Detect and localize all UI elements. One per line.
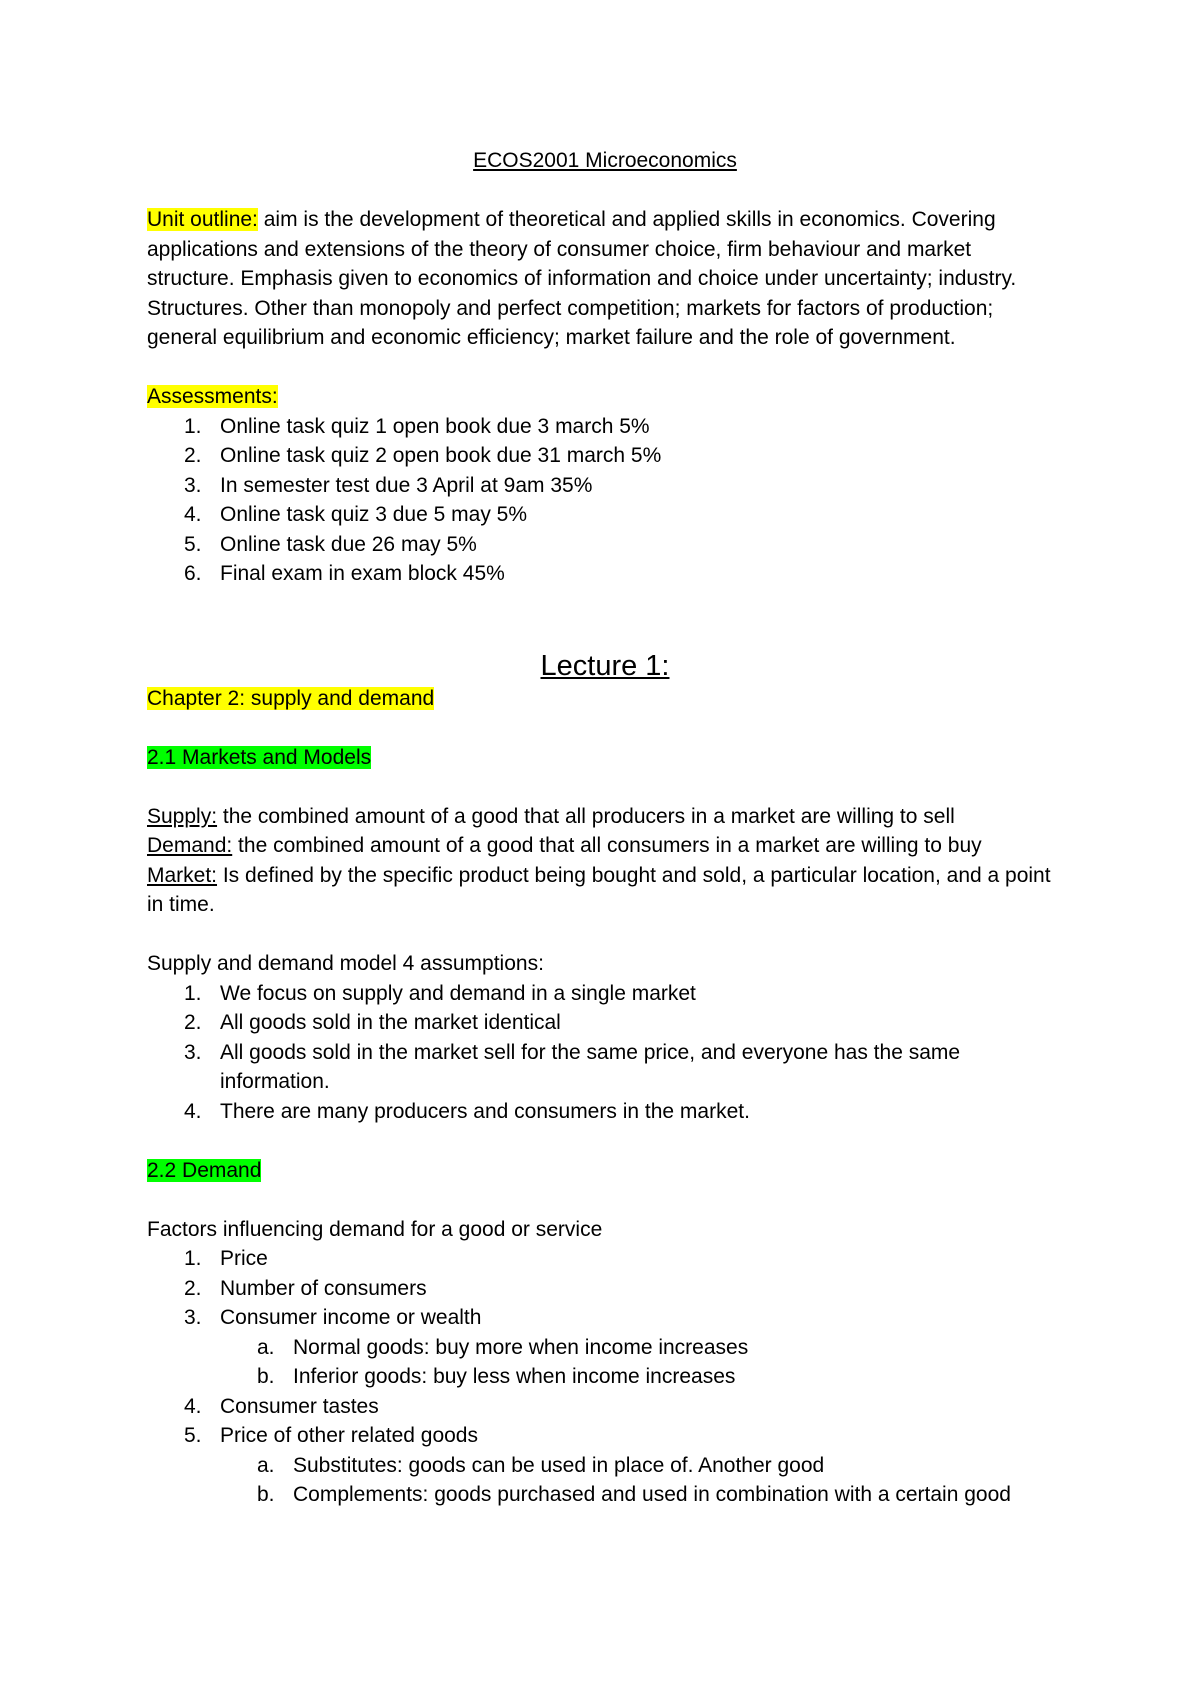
list-marker: 2. (184, 1276, 202, 1300)
definition-term: Market: (147, 863, 218, 887)
unit-outline-paragraph (147, 205, 1063, 353)
definition-text: the combined amount of a good that all consumers in a market are willing to buy (232, 834, 982, 857)
section-2-1-line (147, 743, 1063, 773)
assessments-label-line (147, 382, 1063, 412)
list-item (147, 1303, 1063, 1333)
list-item (147, 1008, 1063, 1038)
list-marker: 1. (184, 1247, 202, 1270)
list-item-text: Consumer income or wealth (220, 1306, 482, 1329)
list-marker: 4. (184, 1394, 202, 1418)
list-marker: 3. (184, 473, 202, 497)
section-2-1-heading: 2.1 Markets and Models (147, 745, 372, 769)
list-item (147, 1421, 1063, 1451)
definition-supply (147, 802, 1063, 832)
list-marker: 2. (184, 444, 202, 467)
list-item (147, 1097, 1063, 1127)
spacer (147, 1185, 1063, 1215)
document-title: ECOS2001 Microeconomics (473, 149, 737, 172)
spacer (147, 713, 1063, 743)
definition-demand (147, 831, 1063, 861)
list-subitem (147, 1362, 1063, 1392)
list-item-text: Price of other related goods (220, 1424, 478, 1447)
list-item-text: Normal goods: buy more when income increases (293, 1335, 749, 1359)
list-item-text: All goods sold in the market sell for the same price, and everyone has the same information. (220, 1040, 961, 1093)
factors-list (147, 1244, 1063, 1510)
section-2-2-heading: 2.2 Demand (147, 1158, 262, 1182)
list-item (147, 979, 1063, 1009)
list-marker: 5. (184, 1424, 202, 1447)
spacer (147, 920, 1063, 950)
list-item-text: Consumer tastes (220, 1394, 379, 1418)
list-item (147, 1038, 1063, 1097)
list-item-text: Inferior goods: buy less when income increases (293, 1365, 736, 1388)
list-item-text: We focus on supply and demand in a single market (220, 981, 696, 1005)
list-item-text: Substitutes: goods can be used in place of. Another good (293, 1453, 825, 1477)
spacer (147, 1126, 1063, 1156)
list-marker: 2. (184, 1011, 202, 1034)
list-subitem (147, 1451, 1063, 1481)
section-2-2-line (147, 1156, 1063, 1186)
list-item (147, 530, 1063, 560)
list-item-text: All goods sold in the market identical (220, 1011, 561, 1034)
list-item (147, 559, 1063, 589)
spacer (147, 772, 1063, 802)
lecture-heading: Lecture 1: (540, 649, 670, 682)
definition-text: the combined amount of a good that all producers in a market are willing to sell (217, 804, 955, 828)
list-item-text: Online task quiz 1 open book due 3 march 5% (220, 414, 650, 438)
list-marker: b. (257, 1365, 275, 1388)
list-item (147, 500, 1063, 530)
list-item-text: Complements: goods purchased and used in combination with a certain good (293, 1483, 1011, 1506)
assumptions-list (147, 979, 1063, 1127)
assumptions-intro: Supply and demand model 4 assumptions: (147, 952, 544, 975)
list-marker: 1. (184, 414, 202, 438)
list-subitem (147, 1333, 1063, 1363)
list-item-text: There are many producers and consumers in the market. (220, 1099, 750, 1123)
spacer (147, 589, 1063, 648)
chapter-heading: Chapter 2: supply and demand (147, 686, 435, 710)
list-marker: b. (257, 1483, 275, 1506)
assessments-label: Assessments: (147, 385, 278, 408)
definition-term: Supply: (147, 804, 218, 828)
unit-outline-label: Unit outline: (147, 208, 258, 231)
list-item (147, 441, 1063, 471)
list-marker: 1. (184, 981, 202, 1005)
list-item-text: Price (220, 1247, 268, 1270)
spacer (147, 353, 1063, 383)
list-item-text: Online task quiz 2 open book due 31 march 5% (220, 444, 662, 467)
definition-market (147, 861, 1063, 920)
list-marker: 3. (184, 1306, 202, 1329)
list-marker: 4. (184, 1099, 202, 1123)
list-item (147, 1392, 1063, 1422)
list-marker: 5. (184, 532, 202, 556)
list-item (147, 471, 1063, 501)
factors-intro: Factors influencing demand for a good or service (147, 1217, 603, 1241)
list-item (147, 1274, 1063, 1304)
spacer (147, 176, 1063, 206)
list-item (147, 1244, 1063, 1274)
list-marker: a. (257, 1453, 275, 1477)
definition-term: Demand: (147, 834, 233, 857)
list-marker: a. (257, 1335, 275, 1359)
list-marker: 4. (184, 503, 202, 526)
list-item-text: In semester test due 3 April at 9am 35% (220, 473, 593, 497)
assessments-list (147, 412, 1063, 589)
list-item-text: Online task quiz 3 due 5 may 5% (220, 503, 528, 526)
list-item-text: Final exam in exam block 45% (220, 562, 505, 585)
list-item (147, 412, 1063, 442)
list-item-text: Number of consumers (220, 1276, 427, 1300)
definition-text: Is defined by the specific product being bought and sold, a particular location, and a point in time. (147, 863, 1051, 916)
list-subitem (147, 1480, 1063, 1510)
chapter-line (147, 684, 1063, 714)
list-item-text: Online task due 26 may 5% (220, 532, 477, 556)
list-marker: 6. (184, 562, 202, 585)
list-marker: 3. (184, 1040, 202, 1064)
unit-outline-text: aim is the development of theoretical and applied skills in economics. Covering applications and extensions of the theory of consumer choice, firm behaviour and market structure. Emphasis given to economics of information and choice under uncertainty; industry. Structures. Other than monopoly and perfect competition; markets for factors of production; general equilibrium and economic efficiency; market failure and the role of government. (147, 208, 1017, 349)
